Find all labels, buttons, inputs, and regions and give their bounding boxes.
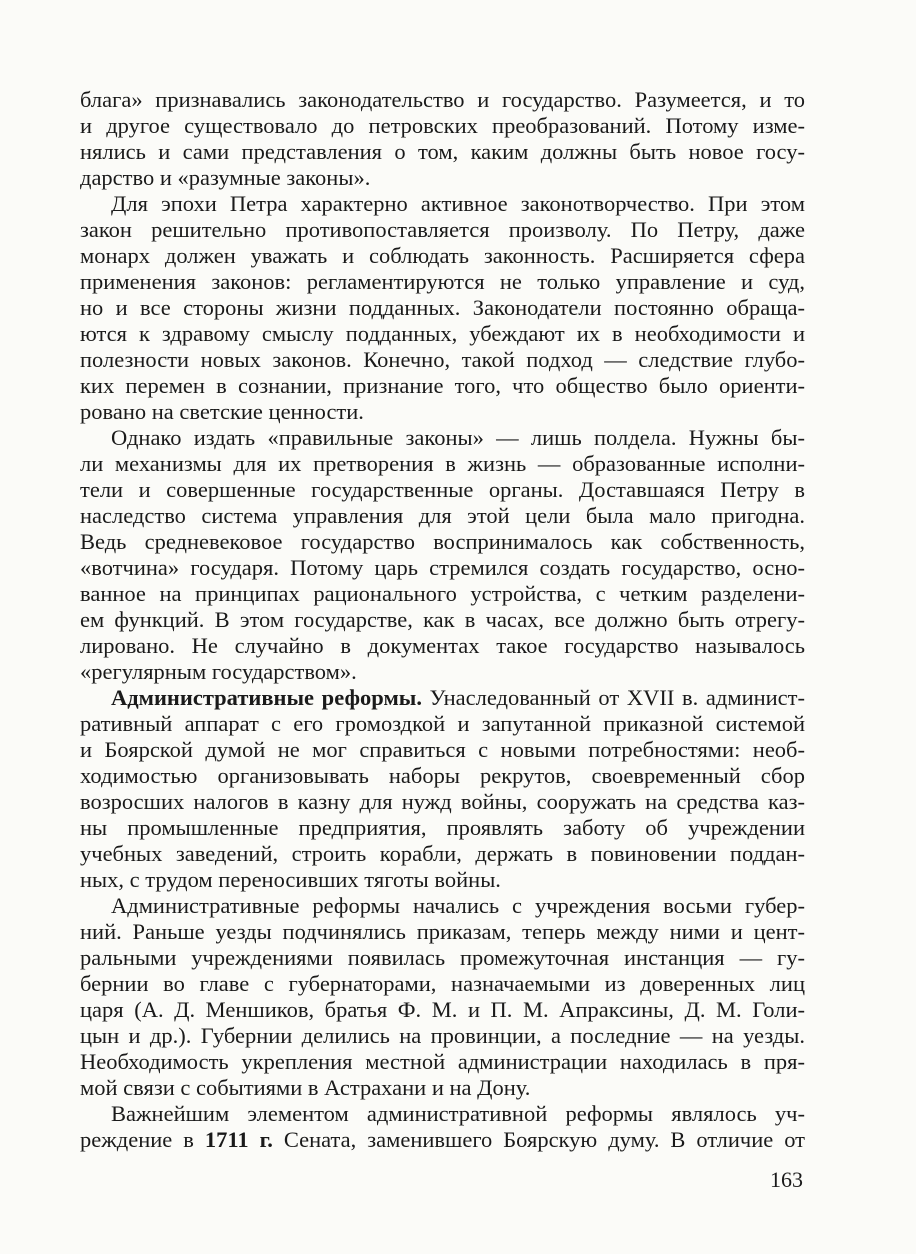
text-line: ли механизмы для их претворения в жизнь — образованные исполни-	[80, 451, 805, 476]
line-segment: реждение в	[80, 1127, 205, 1152]
text-line: лировано. Не случайно в документах такое государство называлось	[80, 633, 805, 658]
text-line: Однако издать «правильные законы» — лишь полдела. Нужны бы-	[111, 425, 805, 450]
text-line: применения законов: регламентируются не только управление и суд,	[80, 269, 805, 294]
text-line: ких перемен в сознании, признание того, что общество было ориенти-	[80, 373, 805, 398]
text-line: Важнейшим элементом административной реформы являлось уч-	[111, 1101, 805, 1126]
text-line: ративный аппарат с его громоздкой и запутанной приказной системой	[80, 711, 805, 736]
text-line: нялись и сами представления о том, каким должны быть новое госу-	[80, 139, 805, 164]
text-line: «регулярным государством».	[80, 659, 357, 684]
text-line: и Боярской думой не мог справиться с новыми потребностями: необ-	[80, 737, 805, 762]
text-line: «вотчина» государя. Потому царь стремился создать государство, осно-	[80, 555, 805, 580]
text-line: ральными учреждениями появилась промежуточная инстанция — гу-	[80, 945, 805, 970]
page-number: 163	[770, 1167, 803, 1192]
text-line: ем функций. В этом государстве, как в часах, все должно быть отрегу-	[80, 607, 805, 632]
text-line: Ведь средневековое государство воспринималось как собственность,	[80, 529, 805, 554]
text-line: наследство система управления для этой цели была мало пригодна.	[80, 503, 805, 528]
heading-line-rest: Унаследованный от XVII в. админист-	[421, 685, 805, 710]
text-line: полезности новых законов. Конечно, такой подход — следствие глубо-	[80, 347, 805, 372]
text-line: ровано на светские ценности.	[80, 399, 364, 424]
text-line: ны промышленные предприятия, проявлять заботу об учреждении	[80, 815, 805, 840]
text-line: дарство и «разумные законы».	[80, 165, 371, 190]
text-line	[111, 685, 805, 711]
line-segment: Сената, заменившего Боярскую думу. В отличие от	[272, 1127, 805, 1152]
year-highlight: 1711 г.	[204, 1127, 273, 1152]
text-line: блага» признавались законодательство и государство. Разумеется, и то	[80, 87, 805, 112]
text-line: монарх должен уважать и соблюдать законность. Расширяется сфера	[80, 243, 805, 268]
text-line: царя (А. Д. Меншиков, братья Ф. М. и П. М. Апраксины, Д. М. Голи-	[80, 997, 805, 1022]
text-line: Необходимость укрепления местной администрации находилась в пря-	[80, 1049, 805, 1074]
text-line: учебных заведений, строить корабли, держать в повиновении поддан-	[80, 841, 805, 866]
text-line: возросших налогов в казну для нужд войны, сооружать на средства каз-	[80, 789, 805, 814]
text-line: ний. Раньше уезды подчинялись приказам, теперь между ними и цент-	[80, 919, 805, 944]
text-line: ходимостью организовывать наборы рекрутов, своевременный сбор	[80, 763, 805, 788]
text-line: ванное на принципах рационального устройства, с четким разделени-	[80, 581, 805, 606]
text-line: Административные реформы начались с учреждения восьми губер-	[111, 893, 805, 918]
section-heading: Административные реформы.	[111, 685, 422, 710]
text-line: но и все стороны жизни подданных. Законодатели постоянно обраща-	[80, 295, 805, 320]
text-line: ных, с трудом переносивших тяготы войны.	[80, 867, 501, 892]
text-line: цын и др.). Губернии делились на провинции, а последние — на уезды.	[80, 1023, 805, 1048]
text-line: закон решительно противопоставляется произволу. По Петру, даже	[80, 217, 805, 242]
text-line: и другое существовало до петровских преобразований. Потому изме-	[80, 113, 805, 138]
text-line	[80, 1127, 805, 1153]
text-line: Для эпохи Петра характерно активное законотворчество. При этом	[111, 191, 805, 216]
text-line: ются к здравому смыслу подданных, убеждают их в необходимости и	[80, 321, 805, 346]
text-line: тели и совершенные государственные органы. Доставшаяся Петру в	[80, 477, 805, 502]
text-line: мой связи с событиями в Астрахани и на Дону.	[80, 1075, 531, 1100]
text-line: бернии во главе с губернаторами, назначаемыми из доверенных лиц	[80, 971, 805, 996]
